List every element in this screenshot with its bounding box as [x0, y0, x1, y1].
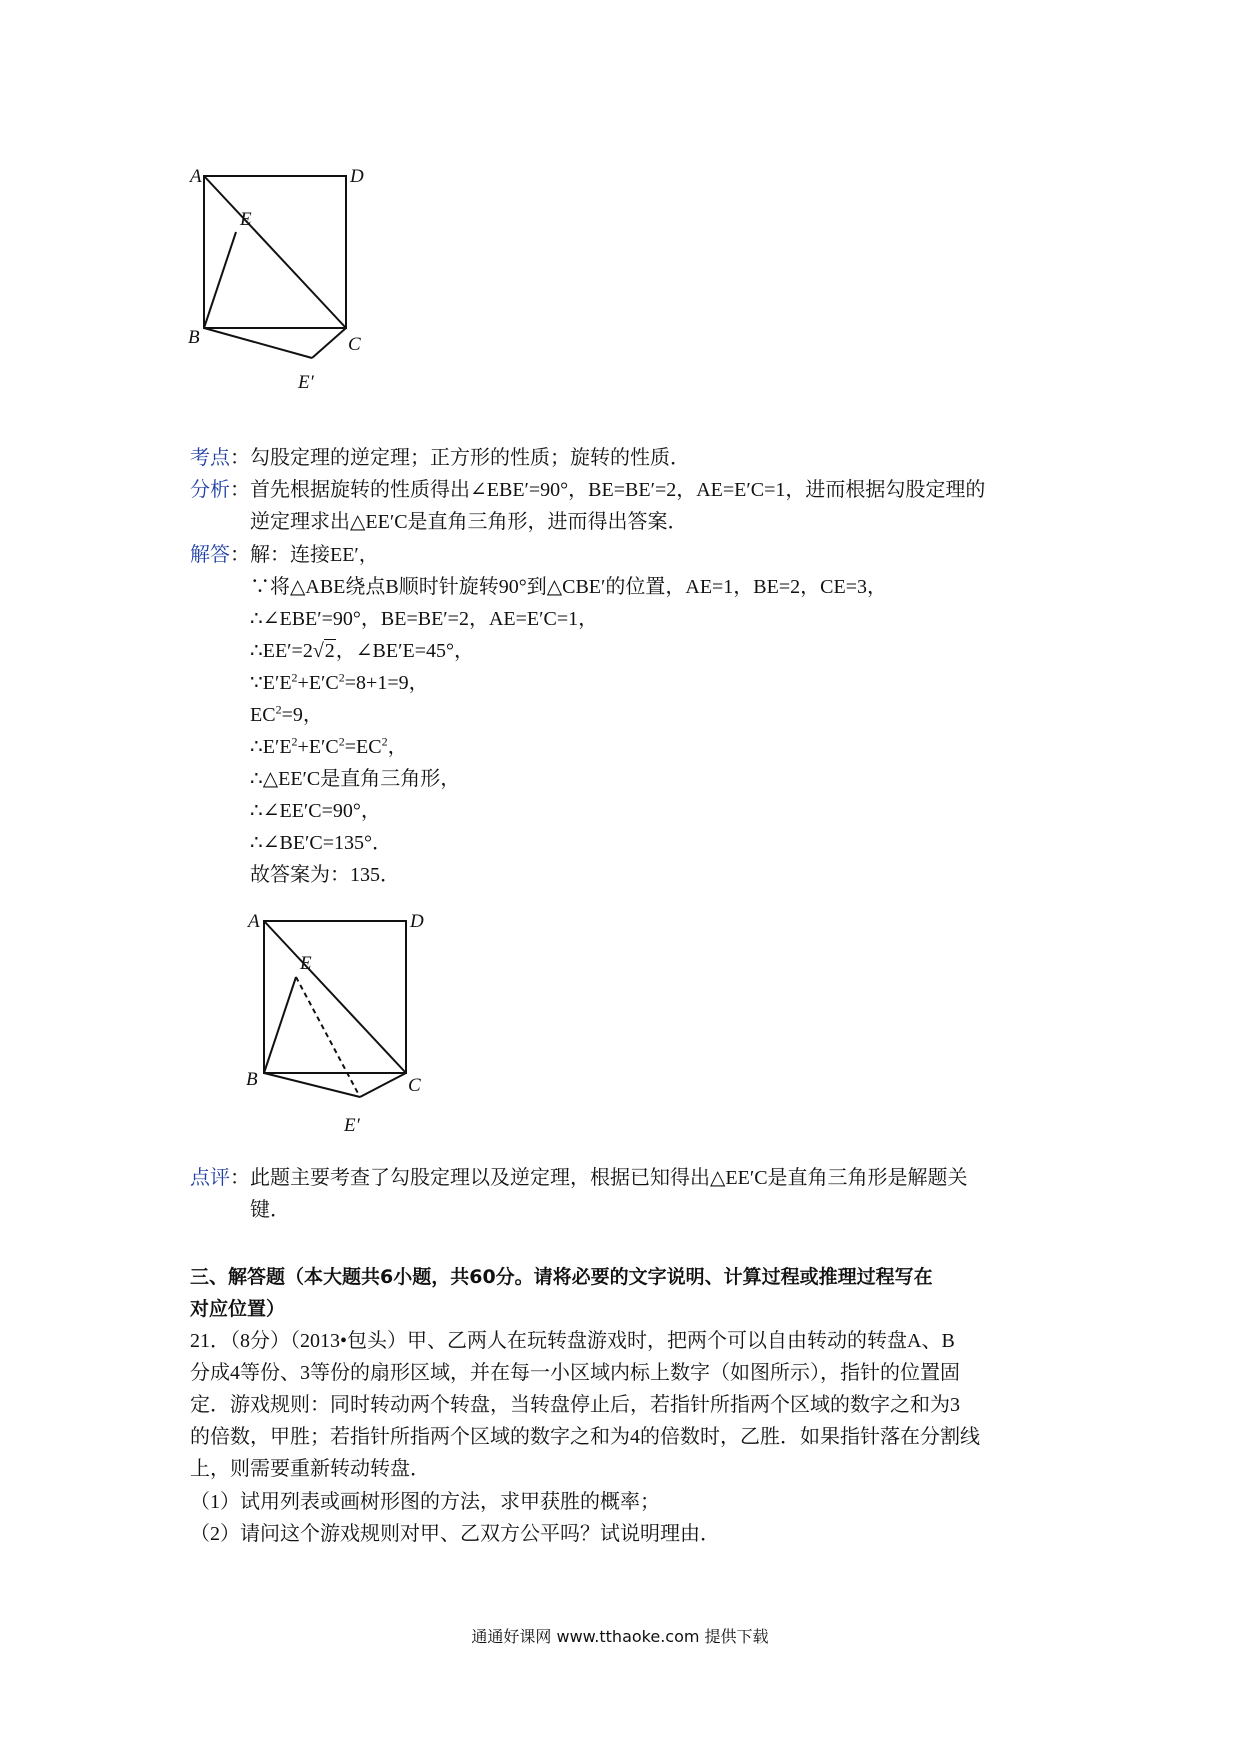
- step4-c: =8+1=9，: [344, 672, 429, 694]
- jieda-step-2: ∴∠EBE′=90°，BE=BE′=2，AE=E′C=1，: [250, 608, 599, 630]
- step5-a: EC: [250, 704, 276, 726]
- label-e: E: [240, 209, 252, 230]
- jieda-intro: ：解：连接EE′，: [230, 544, 379, 566]
- jieda-step-4: [250, 668, 429, 698]
- dianping-line-1: [190, 1163, 968, 1193]
- step6-d: ，: [387, 736, 408, 758]
- step6-sup3: 2: [381, 734, 388, 749]
- label-d-2: D: [410, 911, 424, 932]
- q21-sub-1: （1）试用列表或画树形图的方法，求甲获胜的概率；: [190, 1491, 660, 1513]
- sqrt-sign: √: [312, 640, 324, 662]
- label-b: B: [188, 327, 200, 348]
- q21-sub-2: （2）请问这个游戏规则对甲、乙双方公平吗？试说明理由．: [190, 1523, 720, 1545]
- segment-ac: [204, 176, 346, 328]
- jieda-step-3: [250, 636, 474, 666]
- step4-b: +E′C: [297, 672, 339, 694]
- fenxi-line-2: 逆定理求出△EE′C是直角三角形，进而得出答案．: [250, 511, 688, 533]
- kaodian-tag: 考点: [190, 447, 230, 469]
- step3-part-a: ∴EE′=2: [250, 640, 313, 662]
- jieda-step-8: ∴∠EE′C=90°，: [250, 800, 381, 822]
- jieda-step-6: [250, 732, 408, 762]
- segment-be: [204, 232, 236, 328]
- step6-b: +E′C: [297, 736, 339, 758]
- step3-part-b: ，∠BE′E=45°，: [335, 640, 474, 662]
- kaodian-line: [190, 443, 690, 473]
- q21-line-4: 的倍数，甲胜；若指针所指两个区域的数字之和为4的倍数时，乙胜．如果指针落在分割线: [190, 1426, 980, 1448]
- jieda-step-5: [250, 700, 323, 730]
- label-e-prime-2: E′: [344, 1115, 360, 1136]
- step4-sup2: 2: [338, 670, 345, 685]
- section-3-heading-2: 对应位置）: [190, 1298, 286, 1320]
- jieda-tag: 解答: [190, 544, 230, 566]
- label-a: A: [190, 166, 202, 187]
- dianping-text-1: ：此题主要考查了勾股定理以及逆定理，根据已知得出△EE′C是直角三角形是解题关: [230, 1167, 968, 1189]
- sqrt-radicand: 2: [324, 640, 335, 662]
- fenxi-tag: 分析: [190, 479, 230, 501]
- step6-sup2: 2: [338, 734, 345, 749]
- fenxi-line-1: [190, 475, 985, 505]
- page-footer: 通通好课网 www.tthaoke.com 提供下载: [471, 1627, 769, 1646]
- step5-sup: 2: [275, 702, 282, 717]
- segment-be-prime: [204, 328, 312, 358]
- segment-e-prime-c-2: [360, 1073, 406, 1097]
- step4-a: ∵E′E: [250, 672, 292, 694]
- q21-line-3: 定．游戏规则：同时转动两个转盘，当转盘停止后，若指针所指两个区域的数字之和为3: [190, 1394, 960, 1416]
- dianping-line-2: 键．: [250, 1199, 290, 1221]
- label-c: C: [348, 334, 361, 355]
- step6-sup1: 2: [291, 734, 298, 749]
- q21-line-2: 分成4等份、3等份的扇形区域，并在每一小区域内标上数字（如图所示），指针的位置固: [190, 1362, 960, 1384]
- jieda-line-intro: [190, 540, 379, 570]
- label-e-2: E: [300, 953, 312, 974]
- jieda-step-10: 故答案为：135．: [250, 864, 400, 886]
- label-a-2: A: [248, 911, 260, 932]
- q21-line-1: 21．（8分）（2013•包头）甲、乙两人在玩转盘游戏时，把两个可以自由转动的转盘A、B: [190, 1330, 955, 1352]
- figure-2-square-rotation-with-ee: [240, 905, 460, 1145]
- fenxi-text-1: ：首先根据旋转的性质得出∠EBE′=90°，BE=BE′=2，AE=E′C=1，进而根据勾股定理的: [230, 479, 986, 501]
- step5-b: =9，: [281, 704, 323, 726]
- jieda-step-7: ∴△EE′C是直角三角形，: [250, 768, 461, 790]
- label-e-prime: E′: [298, 372, 314, 393]
- segment-be-2: [264, 977, 296, 1073]
- q21-line-5: 上，则需要重新转动转盘．: [190, 1458, 430, 1480]
- step4-sup1: 2: [291, 670, 298, 685]
- step6-a: ∴E′E: [250, 736, 292, 758]
- section-3-heading-1: 三、解答题（本大题共6小题，共60分。请将必要的文字说明、计算过程或推理过程写在: [190, 1266, 933, 1288]
- figure-1-square-rotation: [180, 160, 400, 400]
- segment-be-prime-2: [264, 1073, 360, 1097]
- dashed-ee-prime: [296, 977, 360, 1097]
- segment-e-prime-c: [312, 328, 346, 358]
- kaodian-text: ：勾股定理的逆定理；正方形的性质；旋转的性质．: [230, 447, 690, 469]
- label-d: D: [350, 166, 364, 187]
- jieda-step-9: ∴∠BE′C=135°．: [250, 832, 393, 854]
- dianping-tag: 点评: [190, 1167, 230, 1189]
- label-c-2: C: [408, 1075, 421, 1096]
- step6-c: =EC: [344, 736, 382, 758]
- jieda-step-1: ∵将△ABE绕点B顺时针旋转90°到△CBE′的位置，AE=1，BE=2，CE=3，: [250, 576, 887, 598]
- label-b-2: B: [246, 1069, 258, 1090]
